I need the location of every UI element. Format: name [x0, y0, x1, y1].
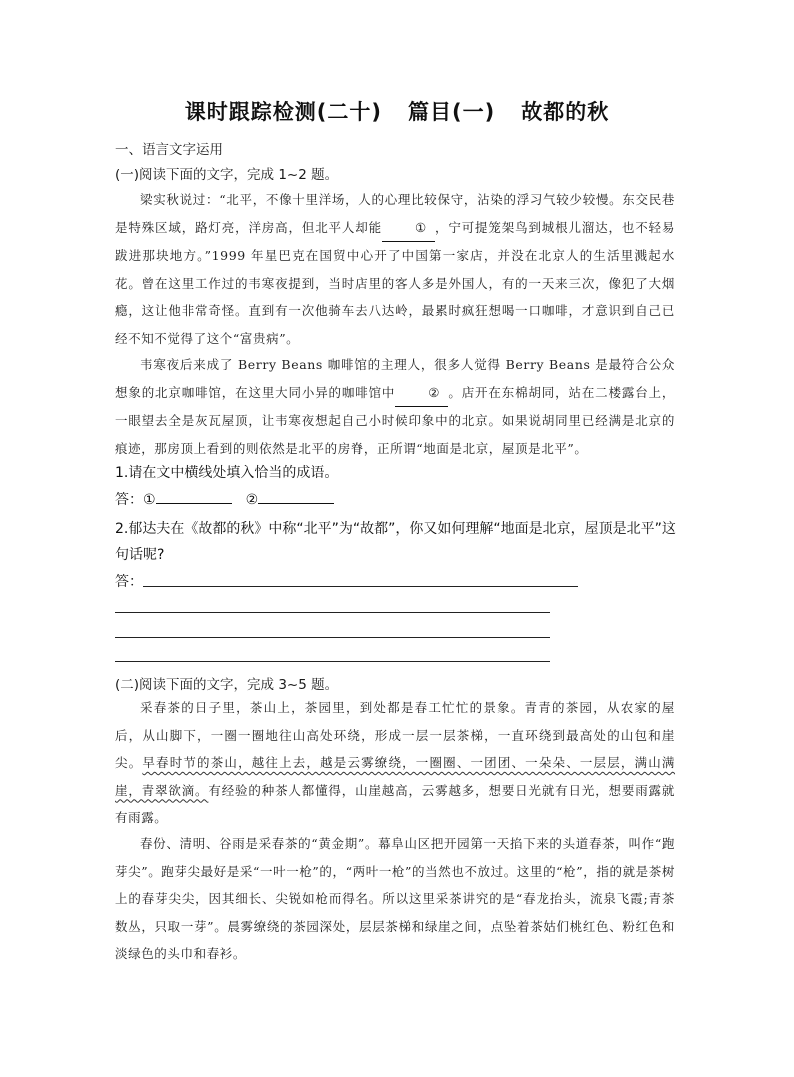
answer-2-line-1[interactable]	[143, 586, 578, 587]
subsection-heading-1: (一)阅读下面的文字，完成 1~2 题。	[115, 167, 339, 183]
blank-2-marker: ②	[395, 379, 448, 408]
passage2-paragraph-1: 采春茶的日子里，茶山上，茶园里，到处都是春工忙忙的景象。青青的茶园，从农家的屋后，从山脚下，一圈一圈地往山高处环绕，形成一层一层茶梯，一直环绕到最高处的山包和崖尖。早春时节的茶山，越往上去，越是云雾缭绕，一圈圈、一团团、一朵朵、一层层，满山满崖，青翠欲滴。有经验的种茶人都懂得，山崖越高，云雾越多，想要日光就有日光，想要雨露就有雨露。	[115, 700, 676, 825]
title-name: 故都的秋	[521, 100, 610, 124]
passage1-paragraph-2: 韦寒夜后来成了 Berry Beans 咖啡馆的主理人，很多人觉得 Berry Beans 是最符合公众想象的北京咖啡馆，在这里大同小异的咖啡馆中 ② 。店开在东棉胡同，站在二楼露台上，一眼望去全是灰瓦屋顶，让韦寒夜想起自己小时候印象中的北京。如果说胡同里已经满是北京的痕迹，那房顶上看到的则依然是北平的房脊，正所谓“地面是北京，屋顶是北平”。	[115, 357, 676, 456]
passage1-paragraph-1: 梁实秋说过：“北平，不像十里洋场，人的心理比较保守，沾染的浮习气较少较慢。东交民巷是特殊区域，路灯亮，洋房高，但北平人却能 ① ，宁可提笼架鸟到城根儿溜达，也不轻易跋进那块地方。”1999 年星巴克在国贸中心开了中国第一家店，并没在北京人的生活里溅起水花。曾在这里工作过的韦寒夜提到，当时店里的客人多是外国人，有的一天来三次，像犯了大烟瘾，这让他非常奇怪。直到有一次他骑车去八达岭，最累时疯狂想喝一口咖啡，才意识到自己已经不知不觉得了这个“富贵病”。	[115, 192, 675, 346]
blank-1-marker: ①	[382, 214, 435, 243]
answer-2-line-2[interactable]	[115, 612, 550, 613]
passage2-paragraph-2: 春份、清明、谷雨是采春茶的“黄金期”。幕阜山区把开园第一天掐下来的头道春茶，叫作“跑芽尖”。跑芽尖最好是采“一叶一枪”的，“两叶一枪”的当然也不放过。这里的“枪”，指的就是茶树上的春芽尖尖，因其细长、尖锐如枪而得名。所以这里采茶讲究的是“春龙抬头，流泉飞霞;青茶数丛，只取一芽”。晨雾缭绕的茶园深处，层层茶梯和绿崖之间，点坠着茶姑们桃红色、粉红色和淡绿色的头巾和春衫。	[115, 836, 675, 961]
question-2: 2.郁达夫在《故都的秋》中称“北平”为“故都”，你又如何理解“地面是北京，屋顶是北平”这句话呢?	[115, 521, 676, 563]
answer-1-blank-2[interactable]	[258, 489, 334, 504]
wavy-underlined-sentence: 早春时节的茶山，越往上去，越是云雾缭绕，一圈圈、一团团、一朵朵、一层层，满山满崖，青翠欲滴。	[115, 755, 676, 798]
answer-2-label: 答：	[115, 574, 143, 590]
section-heading: 一、语言文字运用	[115, 142, 223, 158]
answer-1-row: 答：① ②	[115, 487, 685, 513]
title-part: 篇目(一)	[408, 100, 496, 124]
subsection-heading-2: (二)阅读下面的文字，完成 3~5 题。	[115, 677, 339, 693]
answer-1-blank-1[interactable]	[156, 489, 232, 504]
title-main: 课时跟踪检测(二十)	[184, 100, 382, 124]
answer-2-line-3[interactable]	[115, 637, 550, 638]
answer-2-line-4[interactable]	[115, 661, 550, 662]
question-1: 1.请在文中横线处填入恰当的成语。	[115, 465, 339, 481]
page-title	[0, 96, 794, 126]
